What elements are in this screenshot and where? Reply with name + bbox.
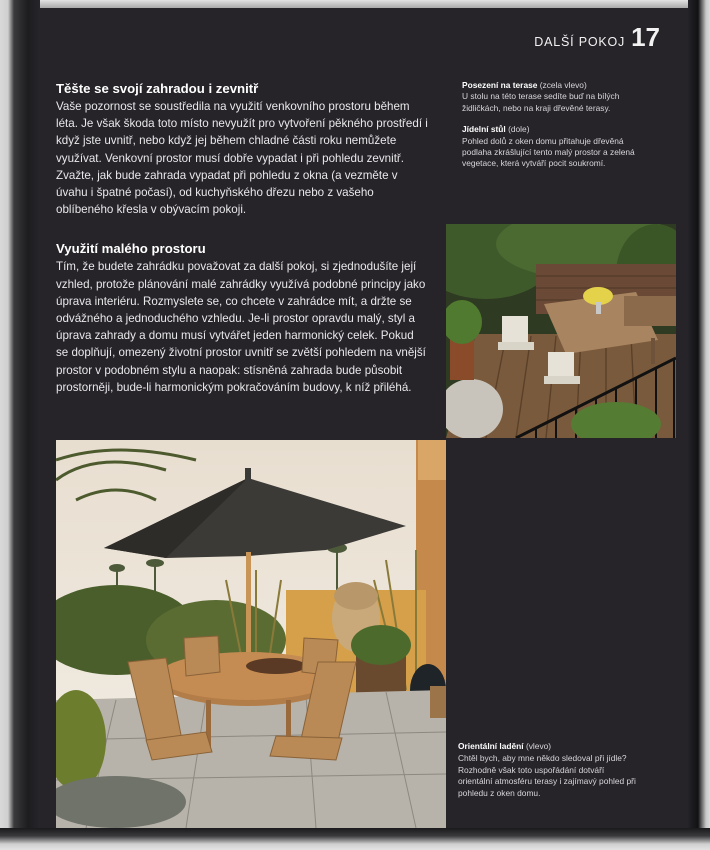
caption-title: Orientální ladění bbox=[458, 741, 524, 752]
section-body-small-space: Tím, že budete zahrádku považovat za další pokoj, si zjednodušíte její vzhled, protože plánování malé zahrádky využívá podobné principy jako úprava interiéru. Rozmyslete se, co chcete v zahrádce mít, a držte se odvážného a jednoduchého vzhledu. Je-li prostor opravdu malý, styl a úprava zahrady a domu musí vytvářet jeden harmonický celek. Pokud se doplňují, omezený životní prostor uvnitř se zvětší pohledem na vnější prostor v podobném stylu a naopak: stísněná zahrada bude působit prostorněji, bude-li harmonickým pokračováním budovy, k níž přiléhá. bbox=[56, 260, 426, 394]
scan-edge-top bbox=[0, 0, 710, 8]
main-text-column bbox=[56, 80, 428, 418]
caption-oriental bbox=[458, 741, 638, 799]
page-number: 17 bbox=[631, 22, 660, 52]
caption-terrace-seating bbox=[462, 80, 640, 114]
caption-column bbox=[462, 80, 640, 180]
garden-umbrella-photo bbox=[56, 440, 446, 828]
terrace-photo bbox=[446, 224, 676, 438]
caption-title: Posezení na terase bbox=[462, 80, 538, 90]
scan-edge-bottom bbox=[0, 828, 710, 850]
book-page bbox=[40, 8, 688, 828]
caption-text: Pohled dolů z oken domu přitahuje dřevěná podlaha zkrášlující tento malý prostor a zelená vegetace, která vytváří pocit soukromí. bbox=[462, 135, 635, 169]
book-spine-shadow bbox=[0, 0, 40, 850]
caption-note: (dole) bbox=[508, 124, 530, 135]
caption-note: (zcela vlevo) bbox=[539, 80, 587, 90]
section-heading-enjoy-garden: Těšte se svojí zahradou i zevnitř bbox=[56, 81, 259, 96]
caption-note: (vlevo) bbox=[525, 741, 552, 752]
scan-edge-right bbox=[688, 0, 710, 850]
section-heading-small-space: Využití malého prostoru bbox=[56, 241, 206, 257]
caption-dining-table bbox=[462, 124, 640, 170]
caption-title: Jídelní stůl bbox=[462, 124, 506, 135]
page-header bbox=[534, 22, 660, 53]
chapter-label: DALŠÍ POKOJ bbox=[534, 35, 626, 49]
caption-text: Chtěl bych, aby mne někdo sledoval při jídle? Rozhodně však toto uspořádání dotváří orientální atmosféru terasy i zajímavý pohled při pohledu z oken domu. bbox=[458, 752, 636, 798]
caption-text: U stolu na této terase sedíte buď na bílých židličkách, nebo na kraji dřevěné terasy. bbox=[462, 91, 620, 113]
section-body-enjoy-garden: Vaše pozornost se soustředila na využití venkovního prostoru během léta. Je však škoda toto místo nevyužít pro vytvoření pěkného prostředí i když jste uvnitř, nebo když jej během chladné části roku nemůžete využívat. Venkovní prostor musí dobře vypadat i při pohledu zevnitř. Zvažte, jak bude zahrada vypadat při pohledu z okna (a vezměte v úvahu i špatné počasí), od kuchyňského dřezu nebo z vašeho oblíbeného křesla v obývacím pokoji. bbox=[56, 100, 428, 217]
